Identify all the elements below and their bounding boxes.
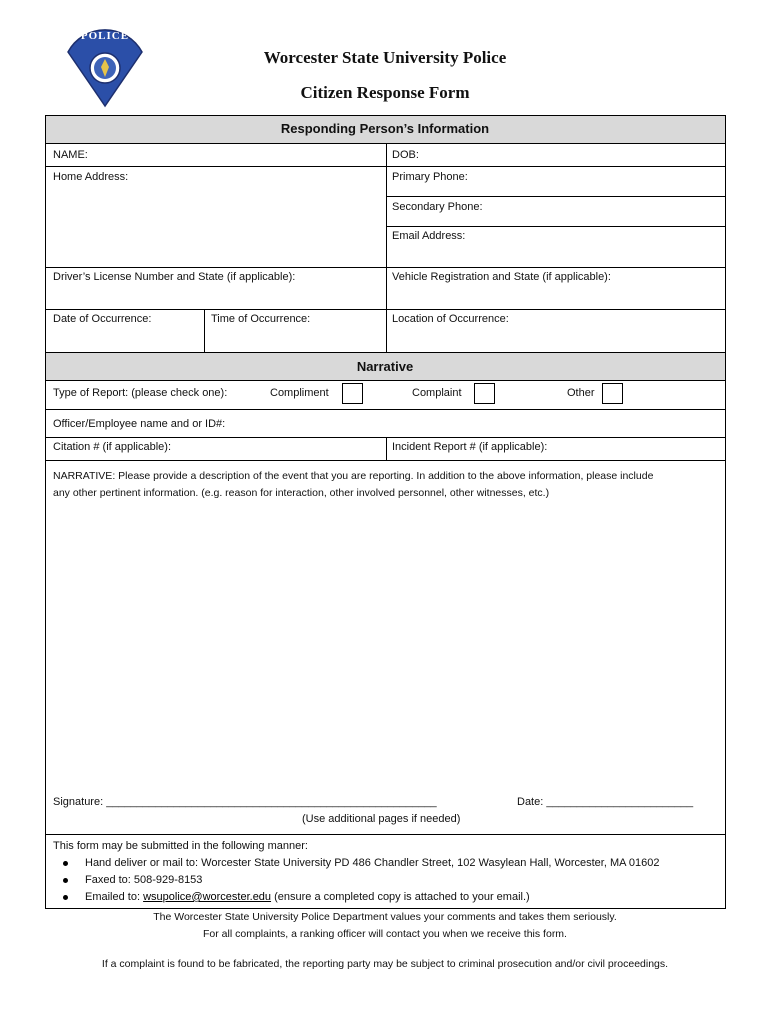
compliment-checkbox[interactable] xyxy=(342,383,363,404)
email-address-label: Email Address: xyxy=(392,230,466,242)
date-signature-line[interactable]: Date: ________________________ xyxy=(517,796,694,808)
table-rule xyxy=(45,143,725,144)
table-border xyxy=(725,115,726,908)
email-suffix: (ensure a completed copy is attached to your email.) xyxy=(271,891,530,903)
primary-phone-label: Primary Phone: xyxy=(392,171,468,183)
submission-mail: Hand deliver or mail to: Worcester State University PD 486 Chandler Street, 102 Wasylean Hall, Worcester, MA 01602 xyxy=(85,857,660,869)
table-rule xyxy=(45,352,725,353)
table-rule xyxy=(45,166,725,167)
dob-label: DOB: xyxy=(392,149,419,161)
citation-label: Citation # (if applicable): xyxy=(53,441,172,453)
section2-title: Narrative xyxy=(356,359,414,374)
date-of-occurrence-label: Date of Occurrence: xyxy=(53,313,152,325)
secondary-phone-label: Secondary Phone: xyxy=(392,201,483,213)
page-title: Worcester State University Police xyxy=(263,48,507,67)
table-rule xyxy=(45,380,725,381)
email-prefix: Emailed to: xyxy=(85,891,144,903)
incident-report-label: Incident Report # (if applicable): xyxy=(392,441,548,453)
table-border xyxy=(45,115,46,908)
table-rule xyxy=(386,437,387,460)
table-rule xyxy=(45,267,725,268)
bullet-icon xyxy=(63,861,68,866)
other-label: Other xyxy=(567,387,595,399)
table-rule xyxy=(386,196,725,197)
other-checkbox[interactable] xyxy=(602,383,623,404)
table-rule xyxy=(45,309,725,310)
bullet-icon xyxy=(63,895,68,900)
signature-line[interactable]: Signature: ______________________________________________________ xyxy=(53,796,437,808)
table-rule xyxy=(45,460,725,461)
footer-line1: The Worcester State University Police Department values your comments and takes them seriously. xyxy=(153,911,617,923)
logo-text: POLICE xyxy=(80,30,130,42)
email-link[interactable]: wsupolice@worcester.edu xyxy=(143,891,272,903)
complaint-checkbox[interactable] xyxy=(474,383,495,404)
complaint-label: Complaint xyxy=(412,387,462,399)
report-type-label: Type of Report: (please check one): xyxy=(53,387,228,399)
table-rule xyxy=(45,437,725,438)
narrative-instructions-line2: any other pertinent information. (e.g. reason for interaction, other involved personnel, other witnesses, etc.) xyxy=(53,487,550,499)
compliment-label: Compliment xyxy=(270,387,329,399)
form-title: Citizen Response Form xyxy=(300,83,470,102)
footer-line2: For all complaints, a ranking officer will contact you when we receive this form. xyxy=(203,928,567,940)
submission-email xyxy=(85,891,530,903)
officer-employee-label: Officer/Employee name and or ID#: xyxy=(53,418,226,430)
table-rule xyxy=(386,143,387,352)
narrative-instructions: NARRATIVE: Please provide a description of the event that you are reporting. In addition to the above information, please include xyxy=(53,470,654,482)
section1-title: Responding Person’s Information xyxy=(280,121,490,136)
name-label: NAME: xyxy=(53,149,88,161)
time-of-occurrence-label: Time of Occurrence: xyxy=(211,313,311,325)
home-address-label: Home Address: xyxy=(53,171,129,183)
submission-intro: This form may be submitted in the following manner: xyxy=(53,840,308,852)
bullet-icon xyxy=(63,878,68,883)
table-rule xyxy=(386,226,725,227)
table-rule xyxy=(45,834,725,835)
location-of-occurrence-label: Location of Occurrence: xyxy=(392,313,509,325)
table-border xyxy=(45,115,725,116)
footer-line3: If a complaint is found to be fabricated, the reporting party may be subject to criminal prosecution and/or civil proceedings. xyxy=(101,958,669,970)
vehicle-registration-label: Vehicle Registration and State (if applicable): xyxy=(392,271,611,283)
submission-fax: Faxed to: 508-929-8153 xyxy=(85,874,203,886)
table-rule xyxy=(204,309,205,352)
additional-pages-note: (Use additional pages if needed) xyxy=(302,813,461,825)
drivers-license-label: Driver’s License Number and State (if applicable): xyxy=(53,271,296,283)
table-rule xyxy=(45,409,725,410)
table-border xyxy=(45,908,726,909)
